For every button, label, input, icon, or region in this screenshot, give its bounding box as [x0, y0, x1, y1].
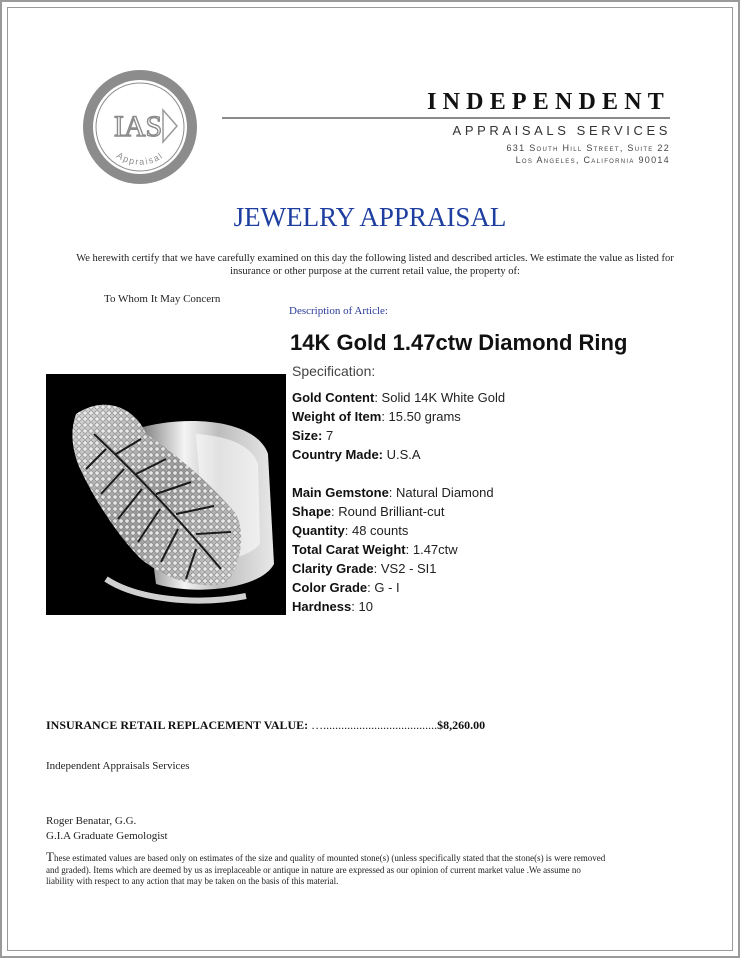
spec-clarity: Clarity Grade: VS2 - SI1	[292, 561, 437, 576]
address-line-1: 631 South Hill Street, Suite 22	[506, 143, 670, 153]
spec-weight: Weight of Item: 15.50 grams	[292, 409, 461, 424]
spec-gold-content: Gold Content: Solid 14K White Gold	[292, 390, 506, 405]
spec-size: Size: 7	[292, 428, 334, 443]
disclaimer-initial: T	[46, 849, 54, 864]
logo-initials: IAS	[113, 110, 163, 143]
spec-hardness: Hardness: 10	[292, 599, 373, 614]
specifications	[292, 388, 505, 616]
ring-photo	[46, 374, 286, 615]
spec-total-carat: Total Carat Weight: 1.47ctw	[292, 542, 458, 557]
disclaimer	[46, 851, 606, 888]
company-subtitle: APPRAISALS SERVICES	[452, 123, 671, 138]
spec-quantity: Quantity: 48 counts	[292, 523, 409, 538]
signature-block	[46, 814, 168, 844]
spec-spacer	[292, 464, 505, 483]
insurance-amount: $8,260.00	[437, 718, 486, 732]
disclaimer-text: hese estimated values are based only on estimates of the size and quality of mounted stone(s) (unless specifically stated that the stone(s) is were removed and graded). Items which are deemed by us as irreplaceable or antique in nature are expressed as our opinion of current market value .We assume no liability with respect to any action that may be taken on the basis of this material.	[46, 853, 606, 886]
logo-ring-text: Appraisal	[114, 150, 166, 167]
company-header	[398, 88, 670, 116]
address-line-2: Los Angeles, California 90014	[515, 155, 670, 165]
company-name: INDEPENDENT	[427, 89, 670, 115]
document-title: JEWELRY APPRAISAL	[233, 202, 507, 232]
spec-shape: Shape: Round Brilliant-cut	[292, 504, 445, 519]
recipient: To Whom It May Concern	[104, 293, 221, 305]
insurance-dots: …......................................	[311, 718, 438, 732]
insurance-label: INSURANCE RETAIL REPLACEMENT VALUE:	[46, 718, 309, 732]
footer-company: Independent Appraisals Services	[46, 760, 190, 772]
signer-name: Roger Benatar, G.G.	[46, 815, 137, 827]
spec-country: Country Made: U.S.A	[292, 447, 421, 462]
signer-title: G.I.A Graduate Gemologist	[46, 830, 168, 842]
spec-color: Color Grade: G - I	[292, 580, 400, 595]
insurance-value	[46, 718, 485, 733]
certification-text: We herewith certify that we have carefully examined on this day the following listed and described articles. We estimate the value as listed for insurance or other purpose at the current retail value, the property of:	[76, 253, 674, 277]
item-title: 14K Gold 1.47ctw Diamond Ring	[290, 330, 628, 355]
header-rule	[222, 117, 670, 119]
specification-label: Specification:	[292, 363, 376, 379]
spec-main-gemstone: Main Gemstone: Natural Diamond	[292, 485, 494, 500]
ias-logo-seal	[81, 68, 199, 186]
description-label: Description of Article:	[289, 305, 388, 317]
